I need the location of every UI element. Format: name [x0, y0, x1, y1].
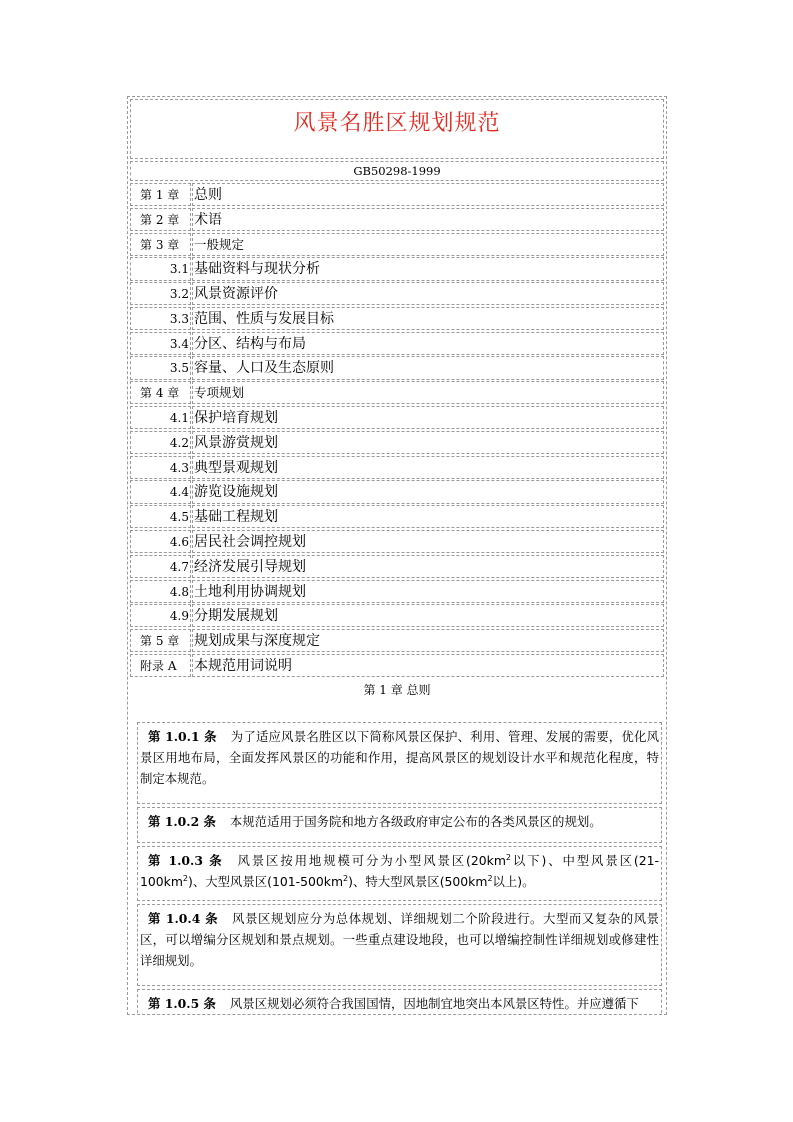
toc-row[interactable] — [130, 456, 664, 479]
toc-row[interactable] — [130, 505, 664, 528]
toc-label[interactable]: 风景资源评价 — [192, 282, 664, 305]
toc-label[interactable]: 范围、性质与发展目标 — [192, 307, 664, 330]
toc-number: 4.5 — [130, 505, 191, 528]
toc-label[interactable]: 专项规划 — [192, 381, 664, 404]
toc-label[interactable]: 典型景观规划 — [192, 456, 664, 479]
toc-row[interactable] — [130, 480, 664, 503]
toc-number: 4.8 — [130, 580, 191, 603]
toc-number: 4.9 — [130, 604, 191, 627]
article-number: 第 1.0.1 条 — [148, 729, 217, 744]
toc-label[interactable]: 风景游赏规划 — [192, 431, 664, 454]
toc-label[interactable]: 容量、人口及生态原则 — [192, 356, 664, 379]
toc-row[interactable] — [130, 356, 664, 379]
toc-row[interactable] — [130, 431, 664, 454]
toc-number: 4.7 — [130, 555, 191, 578]
toc-number: 4.1 — [130, 406, 191, 429]
document-frame — [127, 96, 667, 1015]
toc-number: 第 4 章 — [130, 381, 191, 404]
article-text: 本规范适用于国务院和地方各级政府审定公布的各类风景区的规划。 — [229, 814, 602, 829]
toc-row[interactable] — [130, 307, 664, 330]
toc-row[interactable] — [130, 257, 664, 280]
article-text: 为了适应风景名胜区以下简称风景区保护、利用、管理、发展的需要，优化风景区用地布局，全面发挥风景区的功能和作用，提高风景区的规划设计水平和规范化程度，特制定本规范。 — [140, 729, 659, 786]
toc-number: 4.4 — [130, 480, 191, 503]
toc-label[interactable]: 经济发展引导规划 — [192, 555, 664, 578]
toc-number: 第 2 章 — [130, 208, 191, 231]
toc-number: 3.5 — [130, 356, 191, 379]
page-title: 风景名胜区规划规范 — [293, 111, 501, 136]
article-text: 风景区按用地规模可分为小型风景区($20km^2$以下)、中型风景区$(21-100km^2)$、大型风景区$(101-500km^2)$、特大型风景区($500km^2$以上)。 — [140, 852, 659, 889]
chapter-heading: 第 1 章 总则 — [363, 683, 431, 697]
toc-number: 3.4 — [130, 332, 191, 355]
toc-label[interactable]: 基础工程规划 — [192, 505, 664, 528]
toc-row[interactable] — [130, 654, 664, 677]
toc-number: 3.2 — [130, 282, 191, 305]
toc-row[interactable] — [130, 604, 664, 627]
toc-row[interactable] — [130, 629, 664, 652]
article-1-0-1 — [137, 722, 662, 804]
toc-number: 第 5 章 — [130, 629, 191, 652]
toc-row[interactable] — [130, 208, 664, 231]
toc-number: 3.3 — [130, 307, 191, 330]
article-1-0-3 — [137, 846, 662, 901]
article-number: 第 1.0.3 条 — [148, 853, 224, 868]
toc-number: 4.2 — [130, 431, 191, 454]
toc-row[interactable] — [130, 183, 664, 206]
article-1-0-4 — [137, 904, 662, 986]
article-number: 第 1.0.2 条 — [148, 814, 216, 829]
article-1-0-5 — [137, 989, 662, 1015]
toc-row[interactable] — [130, 381, 664, 404]
toc-label[interactable]: 游览设施规划 — [192, 480, 664, 503]
toc-row[interactable] — [130, 332, 664, 355]
title-box — [130, 99, 664, 159]
toc-number: 第 1 章 — [130, 183, 191, 206]
toc-label[interactable]: 术语 — [192, 208, 664, 231]
article-text: 风景区规划必须符合我国国情，因地制宜地突出本风景区特性。并应遵循下 — [229, 996, 639, 1011]
toc-number: 4.3 — [130, 456, 191, 479]
toc-label[interactable]: 分区、结构与布局 — [192, 332, 664, 355]
toc-label[interactable]: 基础资料与现状分析 — [192, 257, 664, 280]
standard-code: GB50298-1999 — [130, 161, 664, 181]
article-text: 风景区规划应分为总体规划、详细规划二个阶段进行。大型而又复杂的风景区，可以增编分区规划和景点规划。一些重点建设地段，也可以增编控制性详细规划或修建性详细规划。 — [140, 911, 660, 968]
toc-number: 附录 A — [130, 654, 191, 677]
article-number: 第 1.0.5 条 — [148, 996, 216, 1011]
toc-row[interactable] — [130, 406, 664, 429]
toc-label[interactable]: 规划成果与深度规定 — [192, 629, 664, 652]
toc-label[interactable]: 居民社会调控规划 — [192, 530, 664, 553]
toc-number: 4.6 — [130, 530, 191, 553]
toc-number: 第 3 章 — [130, 233, 191, 256]
article-1-0-2 — [137, 807, 662, 843]
table-of-contents — [130, 183, 664, 679]
toc-label[interactable]: 本规范用词说明 — [192, 654, 664, 677]
toc-row[interactable] — [130, 555, 664, 578]
toc-row[interactable] — [130, 282, 664, 305]
toc-number: 3.1 — [130, 257, 191, 280]
toc-label[interactable]: 保护培育规划 — [192, 406, 664, 429]
toc-row[interactable] — [130, 233, 664, 256]
toc-row[interactable] — [130, 530, 664, 553]
toc-label[interactable]: 土地利用协调规划 — [192, 580, 664, 603]
toc-label[interactable]: 一般规定 — [192, 233, 664, 256]
article-number: 第 1.0.4 条 — [148, 911, 219, 926]
toc-row[interactable] — [130, 580, 664, 603]
toc-label[interactable]: 分期发展规划 — [192, 604, 664, 627]
toc-label[interactable]: 总则 — [192, 183, 664, 206]
